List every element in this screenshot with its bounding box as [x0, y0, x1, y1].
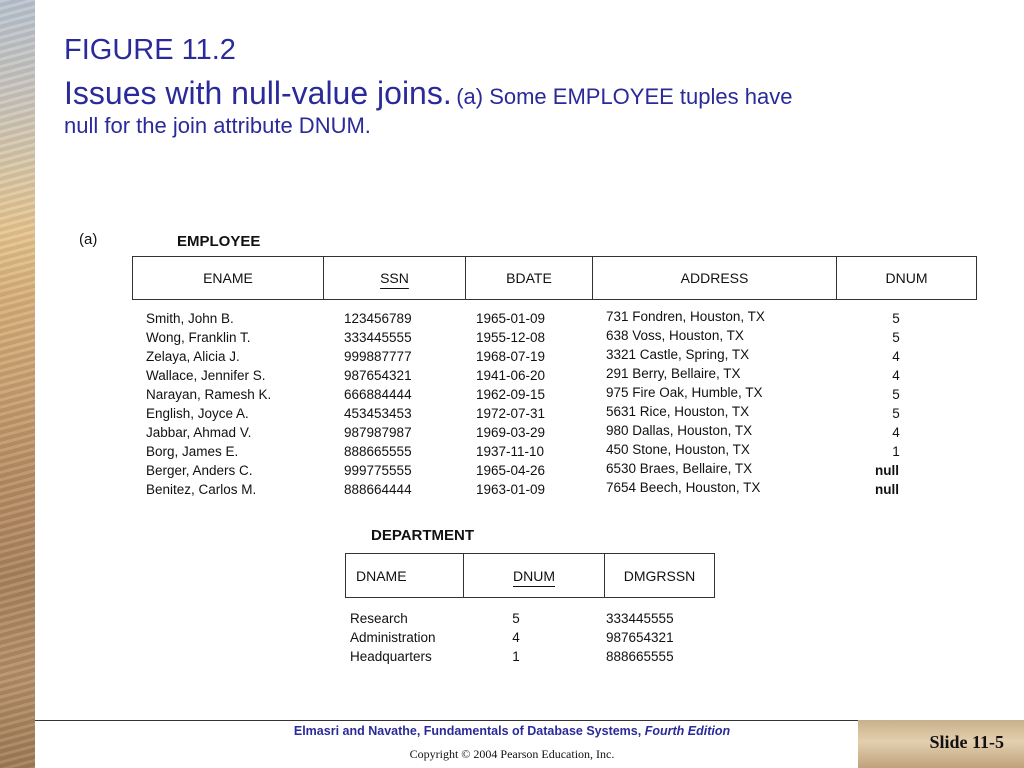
employee-ename: Wallace, Jennifer S.	[146, 368, 266, 383]
employee-header-table	[132, 256, 977, 300]
employee-ssn: 888665555	[344, 444, 412, 459]
department-row	[0, 611, 1024, 630]
department-header-table	[345, 553, 715, 598]
footer-book-title: Elmasri and Navathe, Fundamentals of Database Systems,	[293, 724, 642, 738]
department-relation-name: DEPARTMENT	[371, 527, 475, 544]
employee-ssn: 666884444	[344, 387, 412, 402]
employee-relation-name: EMPLOYEE	[177, 233, 261, 250]
employee-ssn: 999775555	[344, 463, 412, 478]
department-dnum: 4	[512, 630, 520, 645]
employee-dnum: 5	[892, 387, 900, 402]
department-col-dname: DNAME	[346, 554, 464, 598]
caption-sub: (a) Some EMPLOYEE tuples have	[456, 84, 793, 109]
department-dname: Headquarters	[350, 649, 432, 664]
employee-address: 975 Fire Oak, Humble, TX	[606, 385, 763, 400]
employee-row	[0, 311, 1024, 330]
employee-bdate: 1937-11-10	[476, 444, 545, 459]
employee-col-ssn-label: SSN	[380, 270, 409, 286]
employee-address: 731 Fondren, Houston, TX	[606, 309, 765, 324]
caption-sub-line2: null for the join attribute DNUM.	[64, 113, 371, 138]
employee-ename: Zelaya, Alicia J.	[146, 349, 240, 364]
employee-col-dnum: DNUM	[837, 257, 977, 300]
employee-ename: Narayan, Ramesh K.	[146, 387, 272, 402]
employee-bdate: 1955-12-08	[476, 330, 546, 345]
employee-ename: Benitez, Carlos M.	[146, 482, 257, 497]
employee-ssn: 333445555	[344, 330, 412, 345]
employee-row	[0, 368, 1024, 387]
employee-dnum: 5	[892, 406, 900, 421]
employee-address: 450 Stone, Houston, TX	[606, 442, 750, 457]
employee-rows	[0, 311, 1024, 501]
employee-row	[0, 463, 1024, 482]
employee-address: 291 Berry, Bellaire, TX	[606, 366, 741, 381]
footer-edition: Fourth Edition	[644, 724, 731, 738]
employee-col-address: ADDRESS	[593, 257, 837, 300]
department-dmgrssn: 987654321	[606, 630, 674, 645]
department-dname: Research	[350, 611, 408, 626]
employee-ename: Smith, John B.	[146, 311, 234, 326]
employee-dnum: 5	[892, 311, 900, 326]
employee-ssn: 453453453	[344, 406, 412, 421]
employee-address: 980 Dallas, Houston, TX	[606, 423, 753, 438]
employee-row	[0, 387, 1024, 406]
employee-dnum-null: null	[875, 463, 899, 478]
department-dname: Administration	[350, 630, 436, 645]
employee-bdate: 1965-01-09	[476, 311, 546, 326]
employee-bdate: 1962-09-15	[476, 387, 546, 402]
employee-dnum: 5	[892, 330, 900, 345]
employee-ssn: 987987987	[344, 425, 412, 440]
employee-address: 7654 Beech, Houston, TX	[606, 480, 761, 495]
employee-row	[0, 406, 1024, 425]
employee-ssn: 888664444	[344, 482, 412, 497]
employee-ssn: 999887777	[344, 349, 412, 364]
department-dmgrssn: 333445555	[606, 611, 674, 626]
employee-ename: Berger, Anders C.	[146, 463, 253, 478]
employee-address: 3321 Castle, Spring, TX	[606, 347, 750, 362]
employee-address: 6530 Braes, Bellaire, TX	[606, 461, 753, 476]
employee-ename: English, Joyce A.	[146, 406, 249, 421]
employee-ename: Wong, Franklin T.	[146, 330, 251, 345]
department-dmgrssn: 888665555	[606, 649, 674, 664]
employee-ename: Borg, James E.	[146, 444, 239, 459]
footer-copyright: Copyright © 2004 Pearson Education, Inc.	[409, 747, 615, 761]
employee-col-ename: ENAME	[133, 257, 324, 300]
employee-address: 5631 Rice, Houston, TX	[606, 404, 750, 419]
employee-address: 638 Voss, Houston, TX	[606, 328, 744, 343]
employee-dnum: 4	[892, 368, 900, 383]
employee-row	[0, 425, 1024, 444]
department-dnum: 1	[512, 649, 520, 664]
employee-dnum-null: null	[875, 482, 899, 497]
figure-title: FIGURE 11.2	[64, 34, 236, 66]
employee-col-bdate: BDATE	[466, 257, 593, 300]
department-col-dnum-label: DNUM	[513, 567, 555, 584]
employee-col-ssn	[324, 257, 466, 300]
department-row	[0, 630, 1024, 649]
figure-caption	[64, 76, 904, 139]
employee-bdate: 1972-07-31	[476, 406, 546, 421]
employee-row	[0, 330, 1024, 349]
slide-number-box	[858, 720, 1024, 768]
part-label: (a)	[79, 231, 98, 248]
employee-dnum: 4	[892, 425, 900, 440]
employee-dnum: 1	[892, 444, 900, 459]
employee-bdate: 1969-03-29	[476, 425, 546, 440]
employee-bdate: 1941-06-20	[476, 368, 546, 383]
employee-ename: Jabbar, Ahmad V.	[146, 425, 252, 440]
employee-dnum: 4	[892, 349, 900, 364]
employee-bdate: 1963-01-09	[476, 482, 546, 497]
employee-ssn: 987654321	[344, 368, 412, 383]
employee-row	[0, 444, 1024, 463]
department-rows	[0, 611, 1024, 668]
department-dnum: 5	[512, 611, 520, 626]
caption-main: Issues with null-value joins.	[64, 75, 452, 111]
employee-bdate: 1968-07-19	[476, 349, 546, 364]
employee-bdate: 1965-04-26	[476, 463, 546, 478]
employee-ssn: 123456789	[344, 311, 412, 326]
slide-number: Slide 11-5	[929, 732, 1004, 752]
employee-row	[0, 482, 1024, 501]
department-col-dmgrssn: DMGRSSN	[605, 554, 715, 598]
department-col-dnum	[464, 554, 605, 598]
employee-row	[0, 349, 1024, 368]
department-row	[0, 649, 1024, 668]
